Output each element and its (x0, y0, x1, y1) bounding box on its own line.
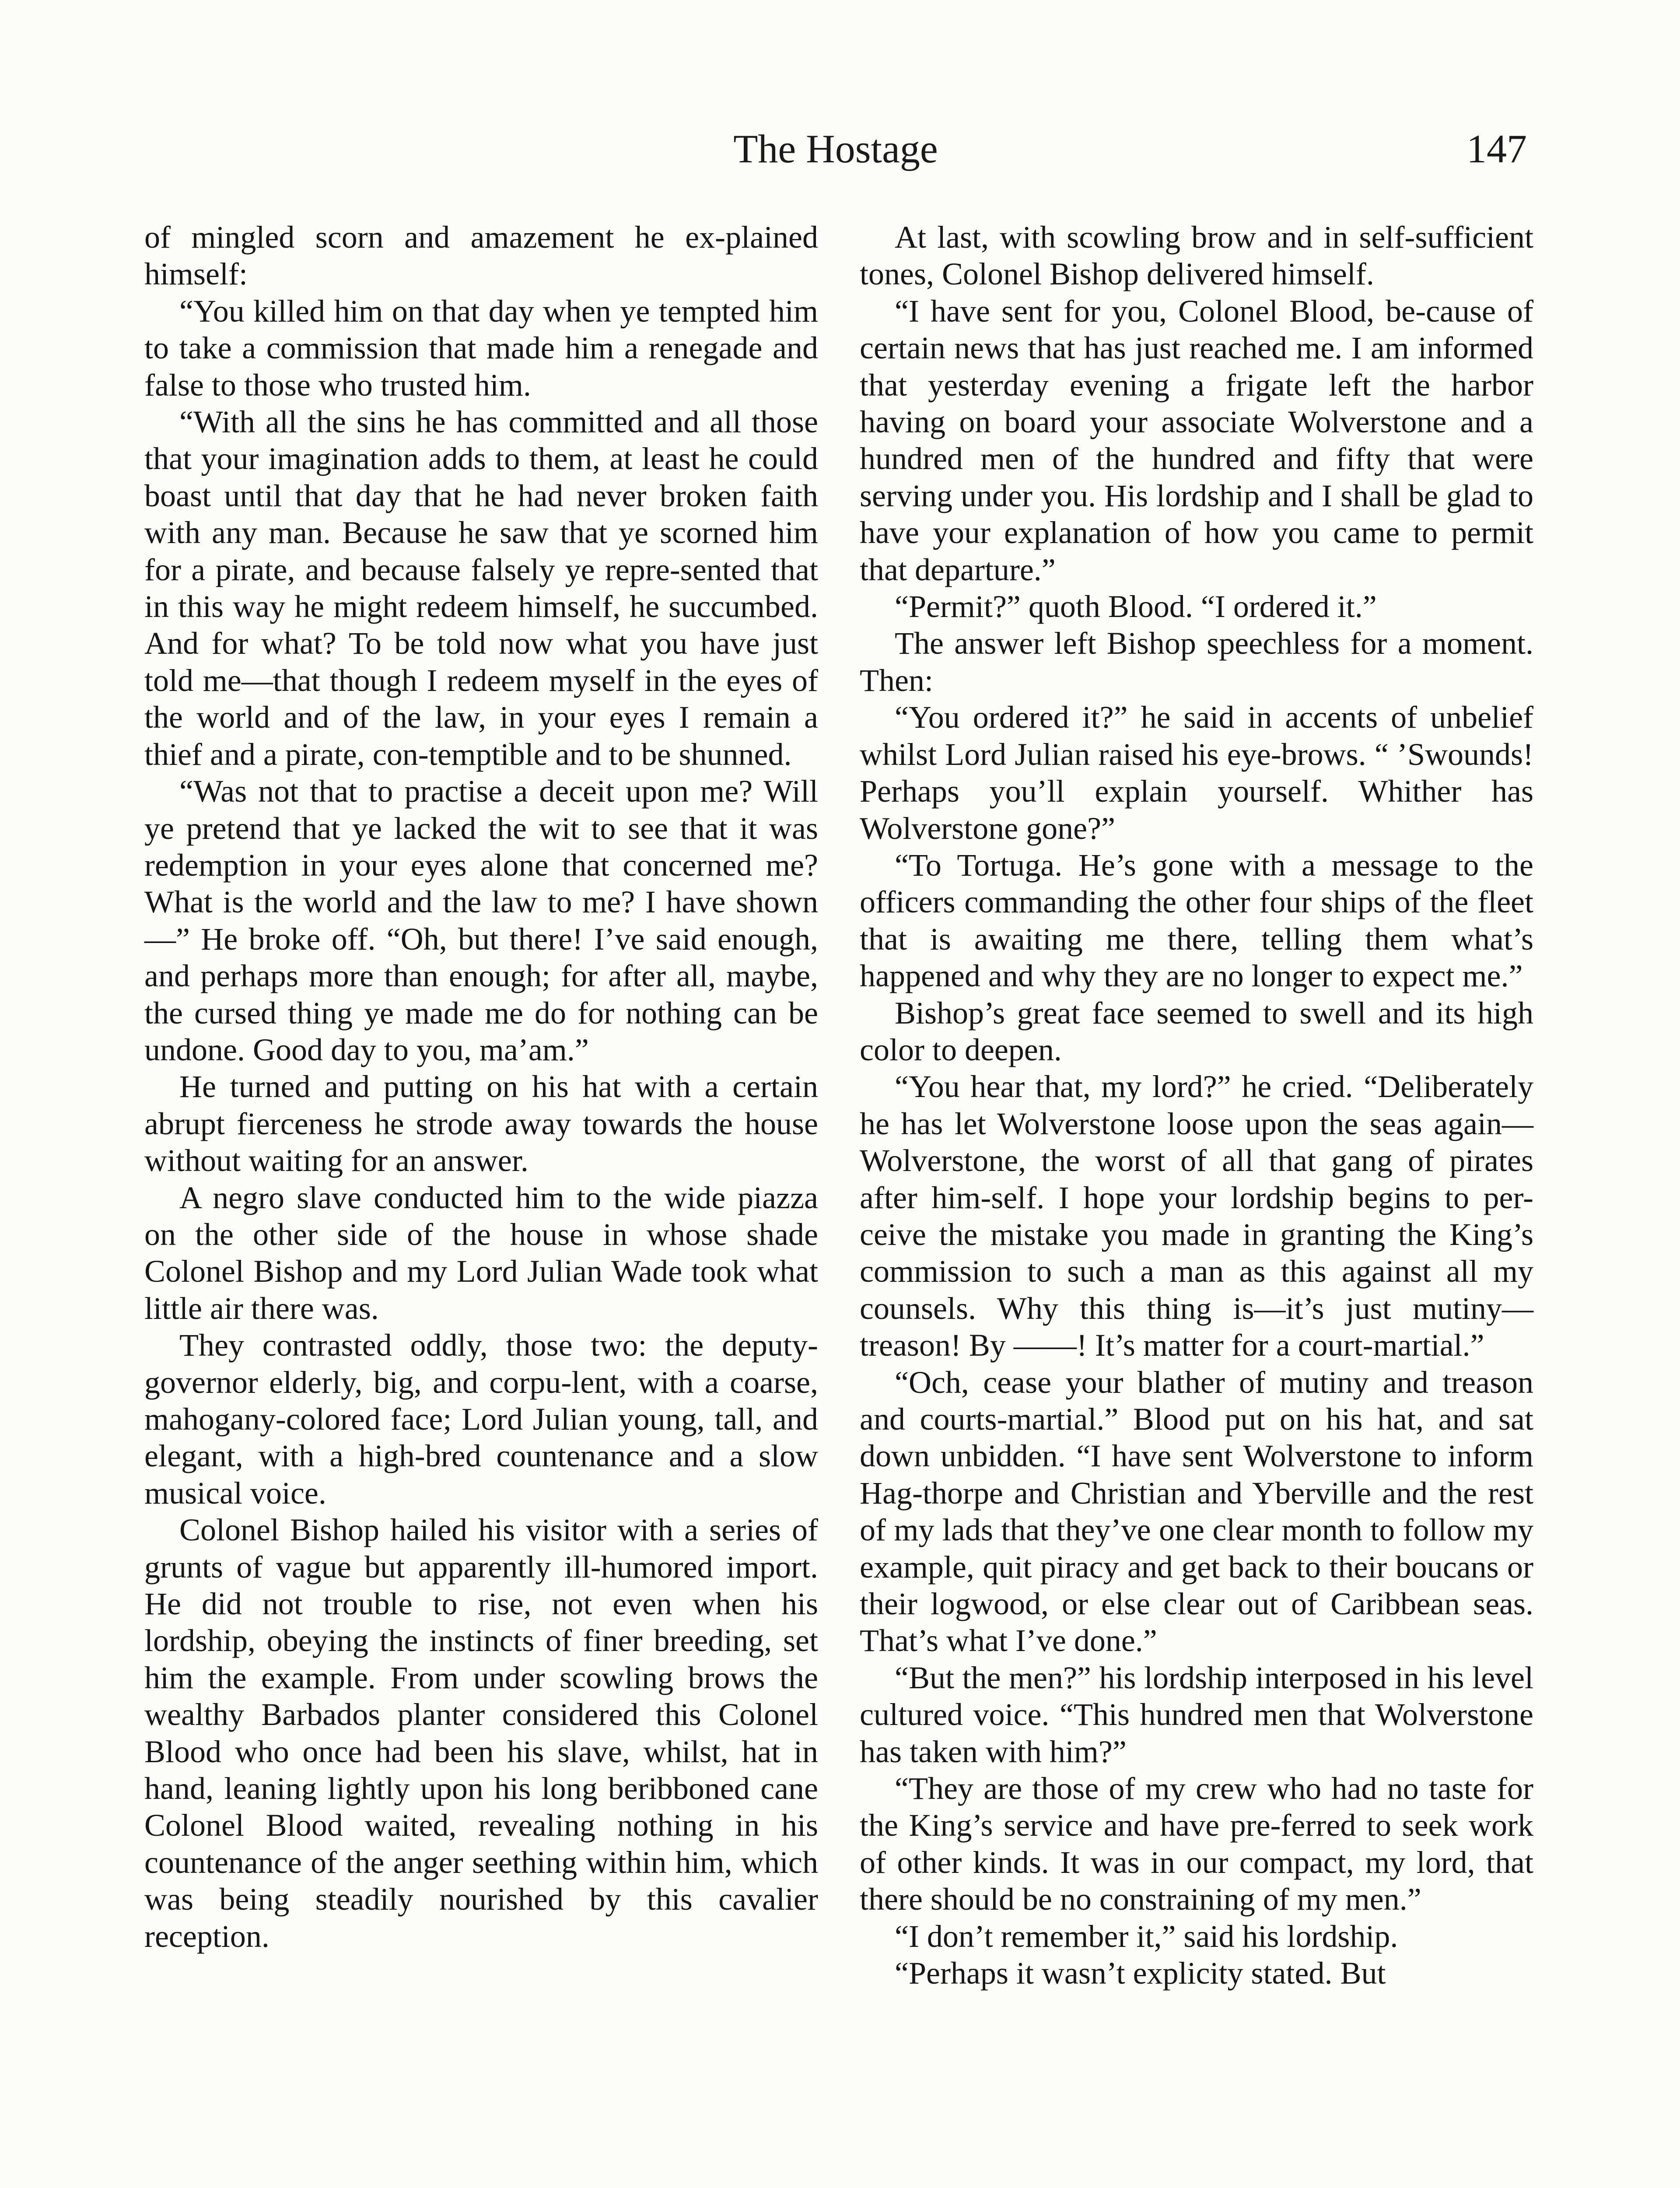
paragraph: “You killed him on that day when ye tempted him to take a commission that made him a renegade and false to those who trusted him. (144, 293, 818, 403)
left-column (144, 219, 818, 1955)
paragraph: He turned and putting on his hat with a certain abrupt fierceness he strode away towards the house without waiting for an answer. (144, 1069, 818, 1178)
paragraph: The answer left Bishop speechless for a moment. Then: (860, 626, 1533, 698)
right-column (860, 219, 1533, 1992)
page-number: 147 (1466, 126, 1527, 171)
paragraph: A negro slave conducted him to the wide piazza on the other side of the house in whose shade Colonel Bishop and my Lord Julian Wade took what little air there was. (144, 1180, 818, 1326)
paragraph: “To Tortuga. He’s gone with a message to the officers commanding the other four ships of the fleet that is awaiting me there, telling them what’s happened and why they are no longer to expect me.” (860, 847, 1533, 994)
paragraph: Colonel Bishop hailed his visitor with a series of grunts of vague but apparently ill-humored import. He did not trouble to rise, not even when his lordship, obeying the instincts of finer breeding, set him the example. From under scowling brows the wealthy Barbados planter considered this Colonel Blood who once had been his slave, whilst, hat in hand, leaning lightly upon his long beribboned cane Colonel Blood waited, revealing nothing in his countenance of the anger seething within him, which was being steadily nourished by this cavalier reception. (144, 1512, 818, 1954)
paragraph: “With all the sins he has committed and all those that your imagination adds to them, at least he could boast until that day that he had never broken faith with any man. Because he saw that ye scorned him for a pirate, and because falsely ye repre-sented that in this way he might redeem himself, he succumbed. And for what? To be told now what you have just told me—that though I redeem myself in the eyes of the world and of the law, in your eyes I remain a thief and a pirate, con-temptible and to be shunned. (144, 404, 818, 772)
paragraph: of mingled scorn and amazement he ex-plained himself: (144, 220, 818, 292)
paragraph: “You ordered it?” he said in accents of unbelief whilst Lord Julian raised his eye-brows. “ ’Swounds! Perhaps you’ll explain yourself. Whither has Wolverstone gone?” (860, 700, 1533, 846)
paragraph: They contrasted oddly, those two: the deputy-governor elderly, big, and corpu-lent, with a coarse, mahogany-colored face; Lord Julian young, tall, and elegant, with a high-bred countenance and a slow musical voice. (144, 1328, 818, 1511)
running-title: The Hostage (733, 126, 938, 171)
page-header (144, 118, 1527, 188)
paragraph: “You hear that, my lord?” he cried. “Deliberately he has let Wolverstone loose upon the seas again—Wolverstone, the worst of all that gang of pirates after him-self. I hope your lordship begins to per-ceive the mistake you made in granting the King’s commission to such a man as this against all my counsels. Why this thing is—it’s just mutiny—treason! By ——! It’s matter for a court-martial.” (860, 1069, 1533, 1363)
paragraph: Bishop’s great face seemed to swell and its high color to deepen. (860, 995, 1533, 1067)
paragraph: At last, with scowling brow and in self-sufficient tones, Colonel Bishop delivered himself. (860, 220, 1533, 292)
paragraph: “I don’t remember it,” said his lordship. (895, 1918, 1398, 1954)
paragraph: “Perhaps it wasn’t explicity stated. But (895, 1956, 1386, 1991)
paragraph: “I have sent for you, Colonel Blood, be-cause of certain news that has just reached me. I am informed that yesterday evening a frigate left the harbor having on board your associate Wolverstone and a hundred men of the hundred and fifty that were serving under you. His lordship and I shall be glad to have your explanation of how you came to permit that departure.” (860, 293, 1533, 587)
paragraph: “They are those of my crew who had no taste for the King’s service and have pre-ferred to seek work of other kinds. It was in our compact, my lord, that there should be no constraining of my men.” (860, 1771, 1533, 1917)
paragraph: “But the men?” his lordship interposed in his level cultured voice. “This hundred men that Wolverstone has taken with him?” (860, 1660, 1533, 1769)
paragraph: “Och, cease your blather of mutiny and treason and courts-martial.” Blood put on his hat, and sat down unbidden. “I have sent Wolverstone to inform Hag-thorpe and Christian and Yberville and the rest of my lads that they’ve one clear month to follow my example, quit piracy and get back to their boucans or their logwood, or else clear out of Caribbean seas. That’s what I’ve done.” (860, 1364, 1533, 1659)
paragraph: “Permit?” quoth Blood. “I ordered it.” (895, 589, 1377, 624)
paragraph: “Was not that to practise a deceit upon me? Will ye pretend that ye lacked the wit to see that it was redemption in your eyes alone that concerned me? What is the world and the law to me? I have shown—” He broke off. “Oh, but there! I’ve said enough, and perhaps more than enough; for after all, maybe, the cursed thing ye made me do for nothing can be undone. Good day to you, ma’am.” (144, 774, 818, 1067)
